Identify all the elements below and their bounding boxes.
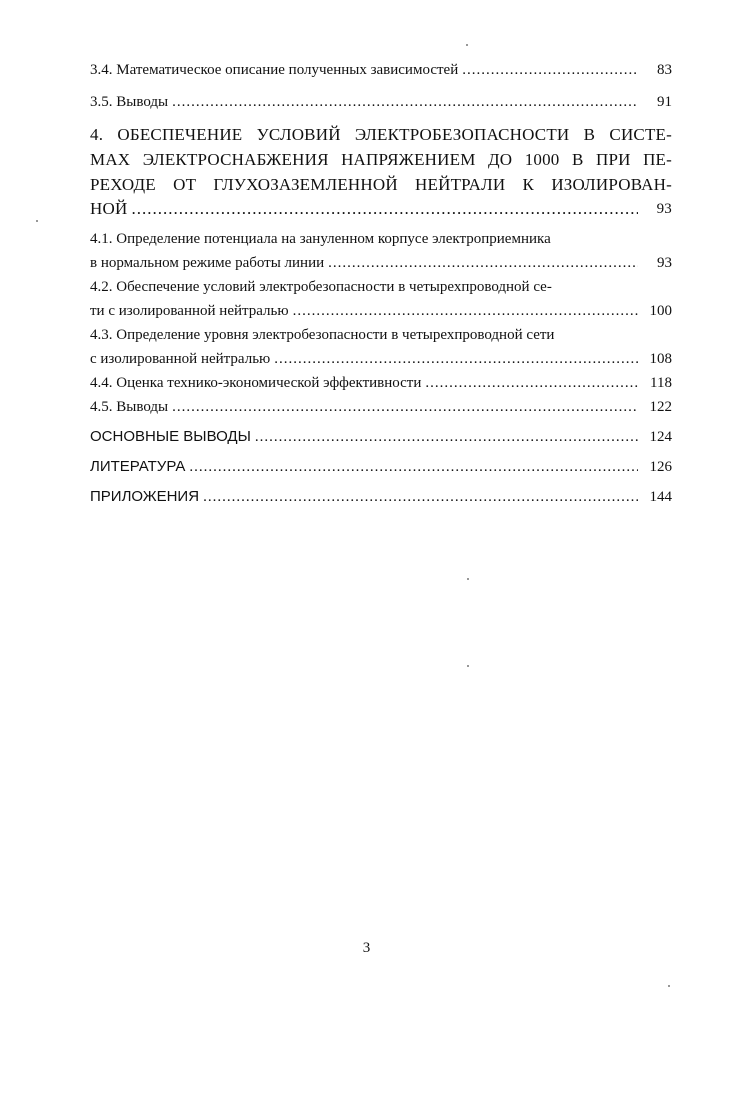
dot-leader (172, 395, 637, 419)
toc-entry-title: ЛИТЕРАТУРА (90, 458, 186, 475)
toc-entry-title: 3.5. Выводы (90, 94, 169, 110)
scan-speck (467, 665, 469, 667)
toc-entry-title: 3.4. Математическое описание полученных зависимостей (90, 62, 459, 78)
toc-entry-page: 126 (649, 459, 672, 475)
scan-speck (36, 220, 38, 222)
toc-entry-page: 93 (656, 201, 672, 217)
toc-entry-title: ОСНОВНЫЕ ВЫВОДЫ (90, 428, 251, 445)
dot-leader (131, 197, 638, 221)
toc-entry-literature (90, 455, 672, 479)
toc-entry-page: 91 (657, 94, 672, 110)
table-of-contents (90, 58, 672, 509)
toc-entry-page: 124 (649, 429, 672, 445)
toc-entry-title: 4.1. Определение потенциала на зануленном корпусе электроприемника (90, 231, 551, 247)
toc-entry-page: 122 (649, 399, 672, 415)
toc-entry-title-cont: с изолированной нейтралью (90, 351, 271, 367)
dot-leader (462, 58, 638, 82)
toc-entry-page: 93 (657, 255, 672, 271)
dot-leader (328, 251, 638, 275)
dot-leader (425, 371, 638, 395)
scan-speck (467, 578, 469, 580)
chapter-title-line: МАХ ЭЛЕКТРОСНАБЖЕНИЯ НАПРЯЖЕНИЕМ ДО 1000 В ПРИ ПЕ- (90, 150, 672, 169)
scan-speck (668, 985, 670, 987)
toc-entry-title: 4.5. Выводы (90, 399, 169, 415)
toc-entry-title: 4.3. Определение уровня электробезопасности в четырехпроводной сети (90, 327, 555, 343)
toc-entry-4-4 (90, 371, 672, 395)
toc-entry-page: 144 (649, 489, 672, 505)
toc-entry-3-4 (90, 58, 672, 82)
toc-entry-3-5 (90, 90, 672, 114)
toc-entry-title-cont: в нормальном режиме работы линии (90, 255, 325, 271)
chapter-title-line: 4. ОБЕСПЕЧЕНИЕ УСЛОВИЙ ЭЛЕКТРОБЕЗОПАСНОСТИ В СИСТЕ- (90, 125, 672, 144)
toc-entry-page: 118 (650, 375, 672, 391)
toc-entry-title: 4.2. Обеспечение условий электробезопасности в четырехпроводной се- (90, 279, 552, 295)
dot-leader (293, 299, 638, 323)
toc-entry-title: ПРИЛОЖЕНИЯ (90, 488, 200, 505)
toc-entry-page: 108 (649, 351, 672, 367)
dot-leader (189, 455, 637, 479)
toc-entry-appendices (90, 485, 672, 509)
toc-entry-4-2 (90, 275, 672, 323)
chapter-title-line: РЕХОДЕ ОТ ГЛУХОЗАЗЕМЛЕННОЙ НЕЙТРАЛИ К ИЗОЛИРОВАН- (90, 175, 672, 194)
toc-entry-title-cont: ти с изолированной нейтралью (90, 303, 289, 319)
dot-leader (172, 90, 638, 114)
toc-entry-4-1 (90, 227, 672, 275)
dot-leader (203, 485, 637, 509)
toc-entry-4-3 (90, 323, 672, 371)
toc-entry-4-5 (90, 395, 672, 419)
toc-entry-page: 83 (657, 62, 672, 78)
toc-chapter-4-last-line (90, 197, 672, 221)
scan-speck (466, 44, 468, 46)
dot-leader (274, 347, 637, 371)
toc-entry-page: 100 (649, 303, 672, 319)
toc-entry-conclusions (90, 425, 672, 449)
toc-chapter-4 (90, 122, 672, 221)
dot-leader (255, 425, 638, 449)
toc-entry-title: 4.4. Оценка технико-экономической эффективности (90, 375, 422, 391)
chapter-title-line: НОЙ (90, 199, 128, 218)
page-number: 3 (362, 940, 371, 956)
